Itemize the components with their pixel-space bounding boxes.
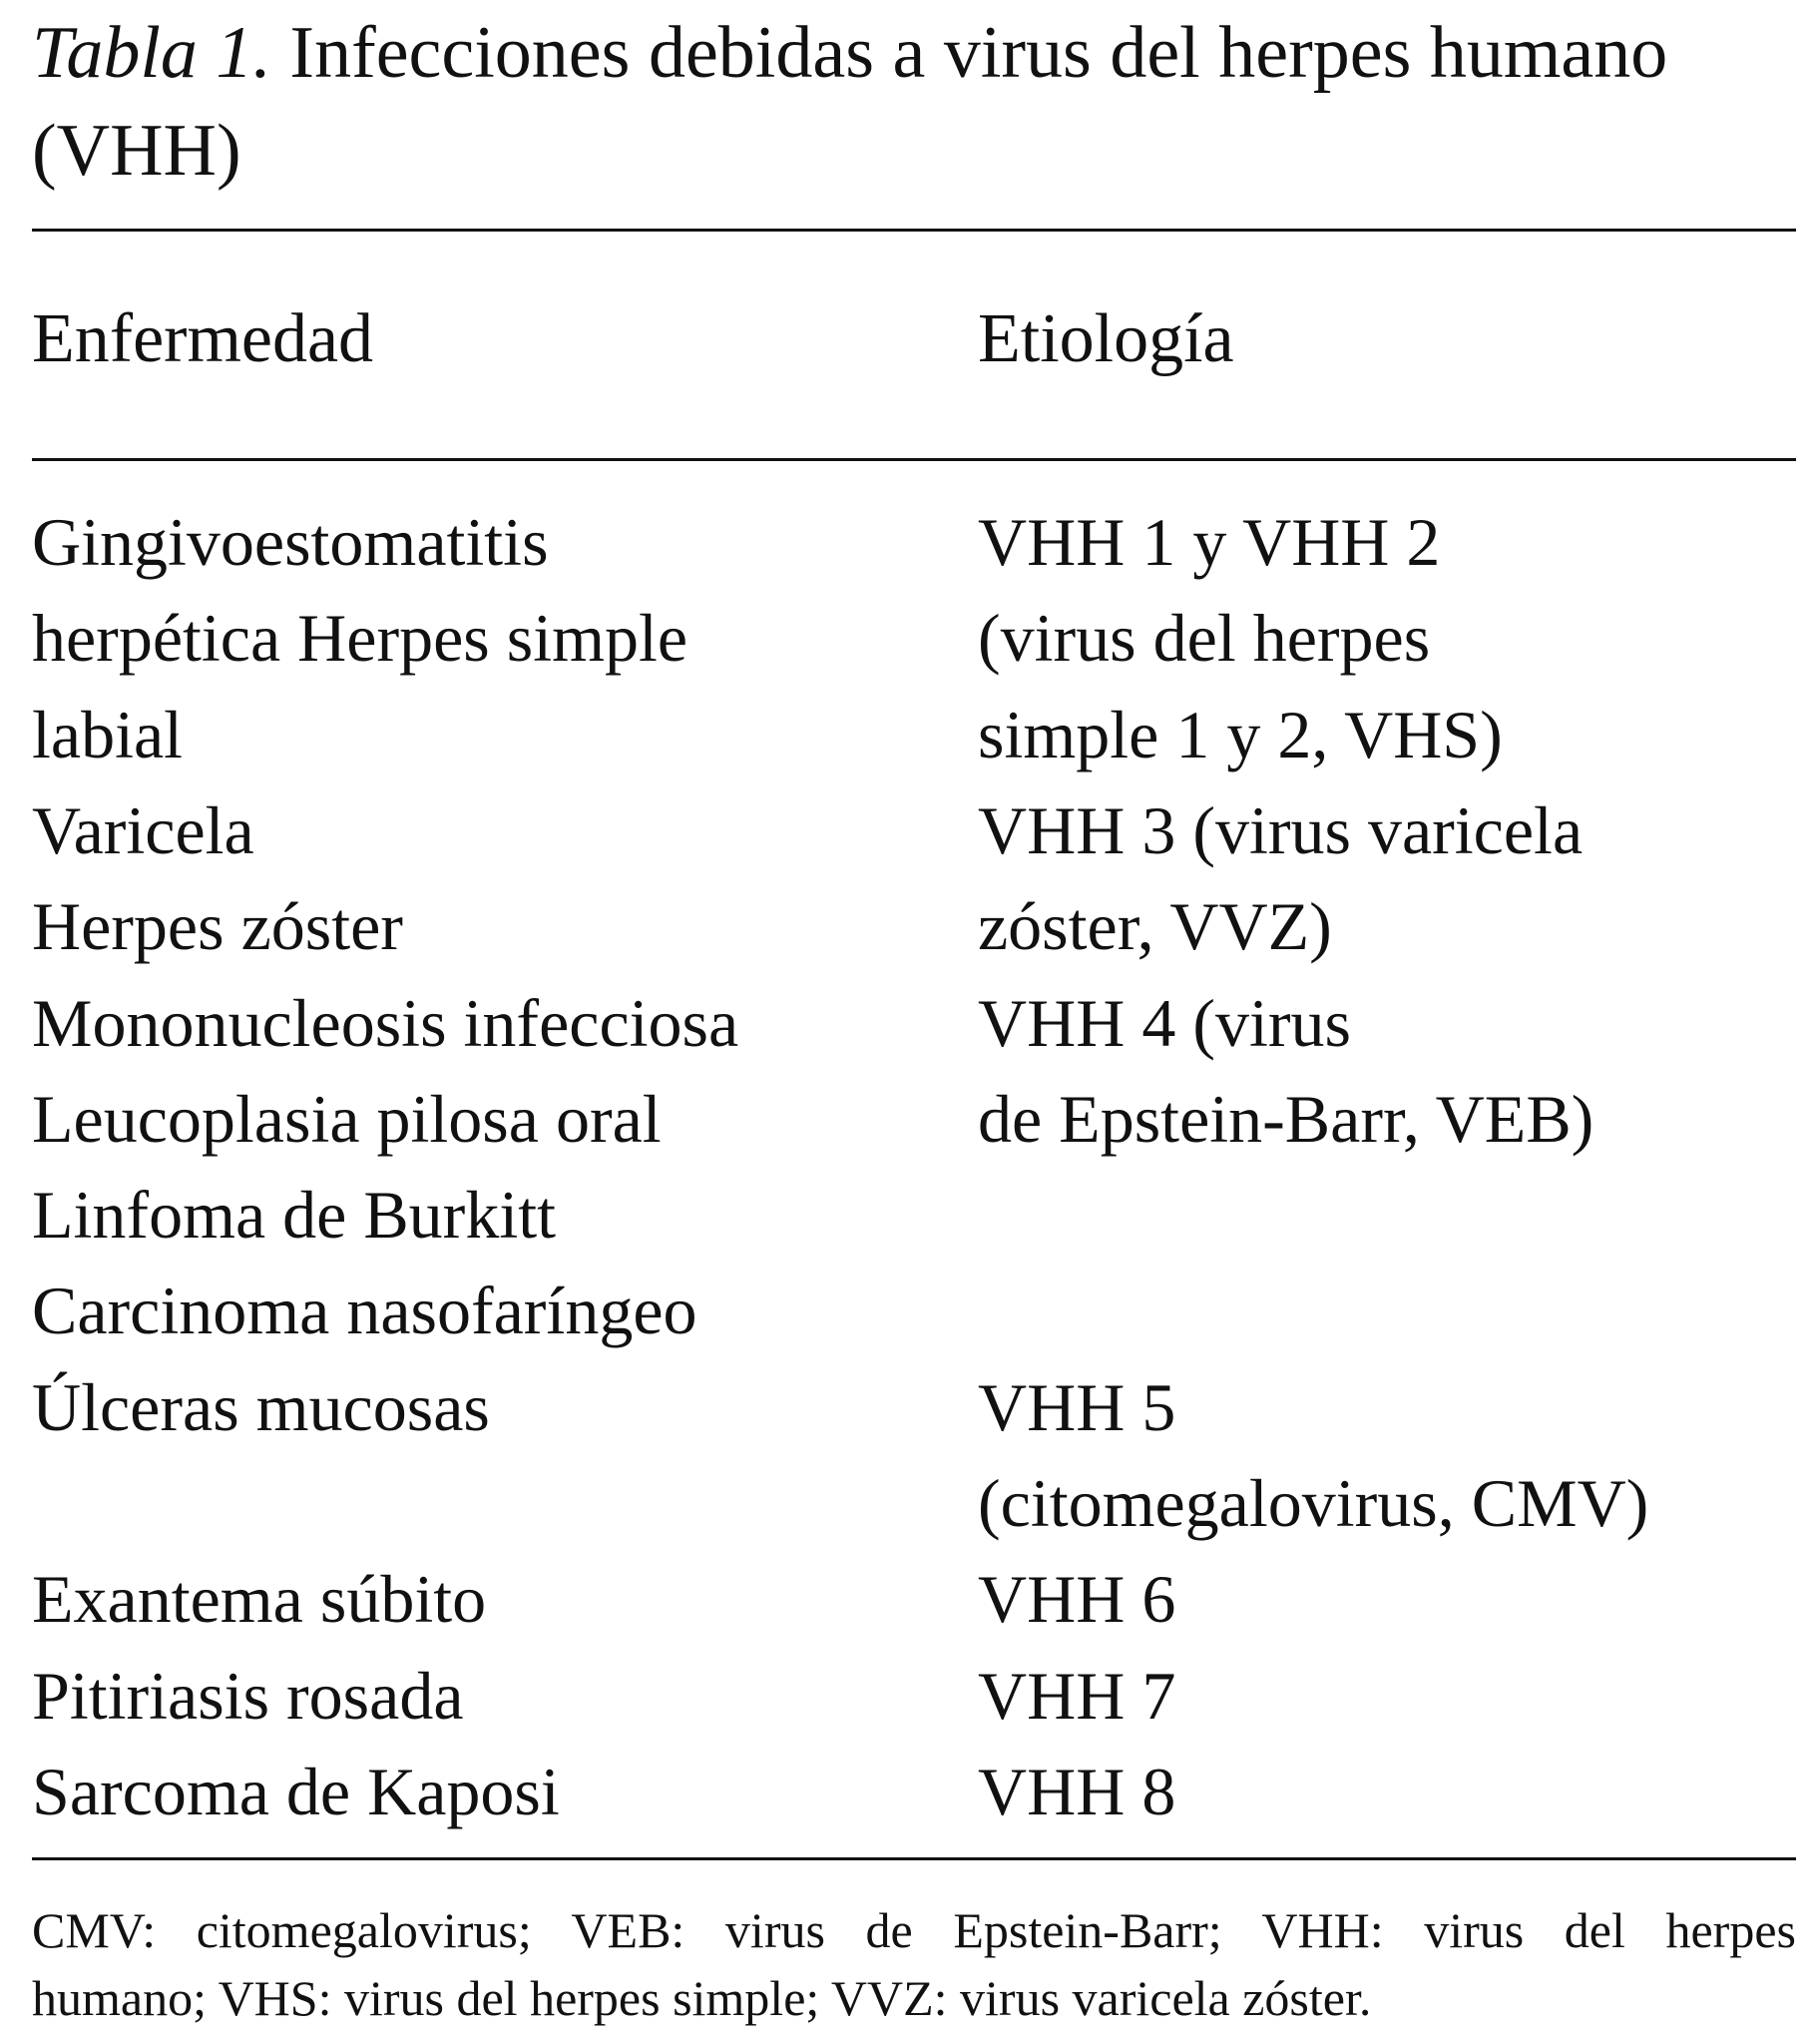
footnote-line: CMV: citomegalovirus; VEB: virus de Epstein-Barr; VHH: virus del herpes <box>32 1902 1796 1958</box>
caption-label: Tabla 1. <box>32 12 271 94</box>
table-caption <box>32 4 1796 200</box>
etiology-line: VHH 8 <box>978 1753 1176 1829</box>
disease-line: Úlceras mucosas <box>32 1368 490 1445</box>
column-header-etiologia: Etiología <box>978 300 1234 377</box>
etiology-line: VHH 6 <box>978 1561 1176 1638</box>
etiology-line: (citomegalovirus, CMV) <box>978 1465 1649 1541</box>
disease-line: Carcinoma nasofaríngeo <box>32 1273 697 1349</box>
caption-text: Infecciones debidas a virus del herpes humano <box>270 12 1668 94</box>
disease-line: Herpes zóster <box>32 888 403 965</box>
caption-text-line2: (VHH) <box>32 110 241 192</box>
disease-line: Gingivoestomatitis <box>32 504 549 580</box>
header-rule <box>32 458 1796 461</box>
disease-line: Exantema súbito <box>32 1561 487 1638</box>
etiology-line: VHH 7 <box>978 1657 1176 1734</box>
etiology-line: simple 1 y 2, VHS) <box>978 696 1503 772</box>
top-rule <box>32 229 1796 232</box>
etiology-line: VHH 3 (virus varicela <box>978 791 1584 868</box>
disease-line: Mononucleosis infecciosa <box>32 984 739 1061</box>
footnote-line: humano; VHS: virus del herpes simple; VVZ: virus varicela zóster. <box>32 1970 1372 2026</box>
disease-line: Varicela <box>32 791 254 868</box>
disease-line: Pitiriasis rosada <box>32 1657 464 1734</box>
disease-line: herpética Herpes simple <box>32 600 688 677</box>
etiology-line: VHH 5 <box>978 1368 1176 1445</box>
etiology-line: VHH 4 (virus <box>978 984 1351 1061</box>
bottom-rule <box>32 1857 1796 1860</box>
etiology-line: zóster, VVZ) <box>978 888 1332 965</box>
table-footnote <box>32 1896 1796 2032</box>
etiology-line: VHH 1 y VHH 2 <box>978 504 1441 580</box>
disease-line: labial <box>32 696 184 772</box>
disease-line: Linfoma de Burkitt <box>32 1177 557 1254</box>
etiology-line: de Epstein-Barr, VEB) <box>978 1080 1594 1157</box>
etiology-line: (virus del herpes <box>978 600 1431 677</box>
disease-line: Sarcoma de Kaposi <box>32 1753 560 1829</box>
column-header-enfermedad: Enfermedad <box>32 300 374 377</box>
disease-line: Leucoplasia pilosa oral <box>32 1080 662 1157</box>
